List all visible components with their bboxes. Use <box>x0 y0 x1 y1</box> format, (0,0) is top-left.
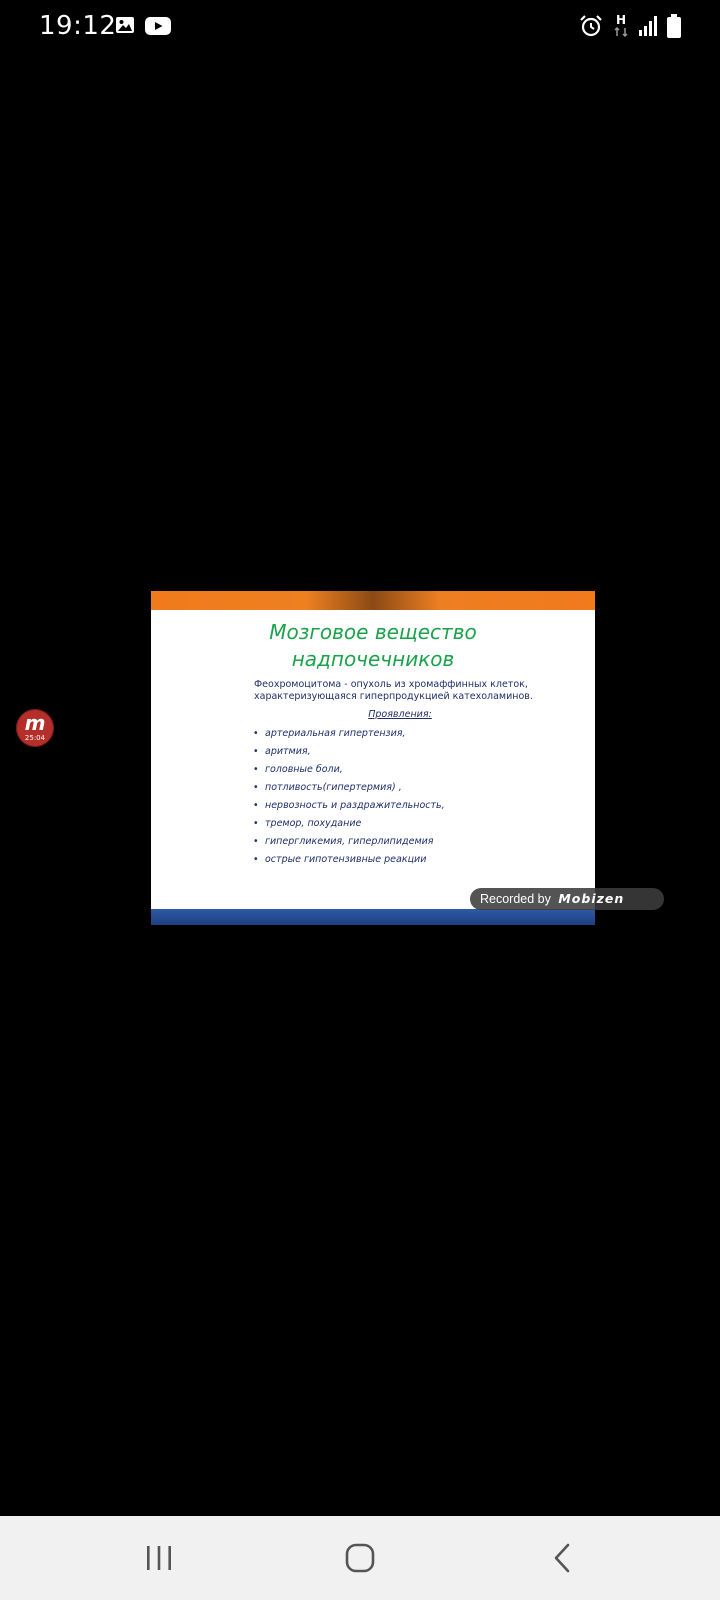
list-item: • гипергликемия, гиперлипидемия <box>253 833 445 851</box>
mobizen-floating-button[interactable] <box>16 709 54 747</box>
slide-intro <box>254 679 554 703</box>
slide-intro-line-1: Феохромоцитома - опухоль из хромаффинных клеток, <box>254 679 528 690</box>
slide-top-band <box>151 591 595 610</box>
slide-title-line-2: надпочечников <box>291 647 455 671</box>
recorded-by-watermark <box>470 888 664 910</box>
list-item: • потливость(гипертермия) , <box>253 779 445 797</box>
recorded-by-text: Recorded by <box>480 892 551 906</box>
gallery-icon <box>115 15 135 35</box>
home-button[interactable] <box>330 1534 390 1582</box>
status-bar <box>0 0 720 52</box>
slide-intro-line-2: характеризующаяся гиперпродукцией катехоламинов. <box>254 691 533 702</box>
recording-timer: 25:04 <box>24 734 46 742</box>
slide-title-line-1: Мозговое вещество <box>269 620 477 644</box>
mobizen-brand-logo: Mobizen <box>558 891 625 906</box>
list-item: • острые гипотензивные реакции <box>253 851 445 869</box>
hplus-icon <box>612 13 630 39</box>
slide-image <box>151 591 595 925</box>
battery-icon <box>667 14 681 38</box>
alarm-icon <box>579 14 603 38</box>
list-item: • аритмия, <box>253 743 445 761</box>
status-time: 19:12 <box>39 11 117 41</box>
mobizen-logo-icon: m <box>24 711 46 735</box>
back-button[interactable] <box>533 1534 593 1582</box>
list-item: • головные боли, <box>253 761 445 779</box>
recents-button[interactable] <box>129 1534 189 1582</box>
back-icon <box>533 1534 593 1582</box>
list-item: • артериальная гипертензия, <box>253 725 445 743</box>
slide-title <box>151 619 595 673</box>
home-icon <box>330 1534 390 1582</box>
slide-subheading: Проявления: <box>368 709 432 720</box>
list-item: • тремор, похудание <box>253 815 445 833</box>
slide-bottom-band <box>151 909 595 925</box>
navigation-bar <box>0 1516 720 1600</box>
list-item: • нервозность и раздражительность, <box>253 797 445 815</box>
signal-icon <box>638 16 660 36</box>
slide-bullet-list <box>253 725 445 869</box>
network-label: H <box>615 13 627 27</box>
recents-icon <box>129 1534 189 1582</box>
youtube-icon <box>145 17 171 35</box>
